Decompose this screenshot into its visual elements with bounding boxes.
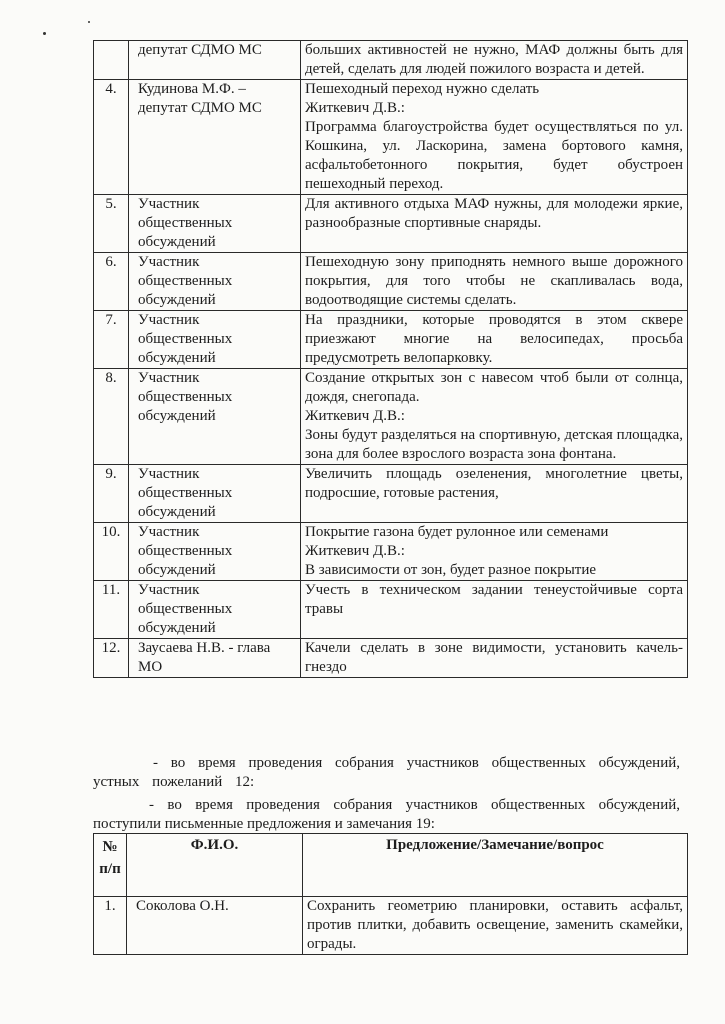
proposal-text: Зоны будут разделяться на спортивную, детская площадка, зона для более взрослого возраста зона фонтана. (305, 427, 683, 462)
proposal-text: Житкевич Д.В.: (305, 408, 405, 424)
participant-name: Соколова О.Н. (127, 897, 303, 955)
proposal-cell (301, 41, 688, 80)
row-number: 10. (94, 523, 129, 581)
row-number (94, 41, 129, 80)
participant-name: Участник общественных обсуждений (129, 465, 301, 523)
proposal-text: Создание открытых зон с навесом чтоб были от солнца, дождя, снегопада. (305, 370, 683, 405)
participant-name: депутат СДМО МС (129, 41, 301, 80)
table-row (94, 195, 688, 253)
written-proposals-text: - во время проведения собрания участников общественных обсуждений, поступили письменные предложения и замечания 19: (93, 797, 680, 832)
table-row (94, 639, 688, 678)
proposal-text: Житкевич Д.В.: (305, 543, 405, 559)
proposal-text: На праздники, которые проводятся в этом сквере приезжают многие на велосипедах, просьба предусмотреть велопарковку. (305, 312, 683, 366)
row-number: 9. (94, 465, 129, 523)
participant-name: Кудинова М.Ф. – депутат СДМО МС (129, 80, 301, 195)
row-number: 11. (94, 581, 129, 639)
proposal-text: Пешеходный переход нужно сделать (305, 81, 540, 97)
proposal-text: Программа благоустройства будет осуществляться по ул. Кошкина, ул. Ласкорина, замена бортового камня, асфальтобетонного покрытия, будет обустроен пешеходный переход. (305, 119, 683, 192)
row-number: 12. (94, 639, 129, 678)
proposal-cell (303, 897, 688, 955)
table-row (94, 80, 688, 195)
participant-name: Заусаева Н.В. - глава МО (129, 639, 301, 678)
proposal-text: Качели сделать в зоне видимости, установить качель-гнездо (305, 640, 683, 675)
proposals-table (93, 40, 688, 678)
proposal-cell (301, 195, 688, 253)
table-row (94, 41, 688, 80)
proposal-cell (301, 523, 688, 581)
written-proposals-paragraph (93, 796, 680, 834)
participant-name: Участник общественных обсуждений (129, 523, 301, 581)
table-row (94, 253, 688, 311)
proposal-text: Учесть в техническом задании тенеустойчивые сорта травы (305, 582, 683, 617)
written-proposals-table (93, 833, 688, 955)
header-name: Ф.И.О. (127, 834, 303, 897)
proposal-cell (301, 253, 688, 311)
table-row (94, 369, 688, 465)
table-row (94, 523, 688, 581)
proposal-text: Пешеходную зону приподнять немного выше дорожного покрытия, для того чтобы не скапливалась вода, водоотводящие системы сделать. (305, 254, 683, 308)
table-row (94, 465, 688, 523)
table-row (94, 311, 688, 369)
row-number: 7. (94, 311, 129, 369)
row-number: 8. (94, 369, 129, 465)
proposal-text: Увеличить площадь озеленения, многолетние цветы, подросшие, готовые растения, (305, 466, 683, 501)
table-row (94, 897, 688, 955)
row-number: 1. (94, 897, 127, 955)
proposal-cell (301, 311, 688, 369)
row-number: 4. (94, 80, 129, 195)
proposal-text: больших активностей не нужно, МАФ должны быть для детей, сделать для людей пожилого возраста и детей. (305, 42, 683, 77)
oral-wishes-text: - во время проведения собрания участников общественных обсуждений, устных пожеланий 12: (93, 755, 680, 790)
row-number: 5. (94, 195, 129, 253)
participant-name: Участник общественных обсуждений (129, 581, 301, 639)
table-header-row (94, 834, 688, 897)
scan-mark (88, 21, 90, 23)
proposal-text: Для активного отдыха МАФ нужны, для молодежи яркие, разнообразные спортивные снаряды. (305, 196, 683, 231)
table-row (94, 581, 688, 639)
proposal-cell (301, 369, 688, 465)
proposal-cell (301, 80, 688, 195)
proposal-text: Житкевич Д.В.: (305, 100, 405, 116)
participant-name: Участник общественных обсуждений (129, 195, 301, 253)
proposal-cell (301, 465, 688, 523)
proposal-text: Сохранить геометрию планировки, оставить асфальт, против плитки, добавить освещение, заменить скамейки, ограды. (307, 898, 683, 952)
header-proposal: Предложение/Замечание/вопрос (303, 834, 688, 897)
participant-name: Участник общественных обсуждений (129, 311, 301, 369)
oral-wishes-paragraph (93, 754, 680, 792)
scan-mark (43, 32, 46, 35)
proposal-cell (301, 581, 688, 639)
row-number: 6. (94, 253, 129, 311)
proposal-text: Покрытие газона будет рулонное или семенами (305, 524, 609, 540)
participant-name: Участник общественных обсуждений (129, 253, 301, 311)
proposal-text: В зависимости от зон, будет разное покрытие (305, 562, 597, 578)
proposal-cell (301, 639, 688, 678)
participant-name: Участник общественных обсуждений (129, 369, 301, 465)
header-num: № п/п (94, 834, 127, 897)
